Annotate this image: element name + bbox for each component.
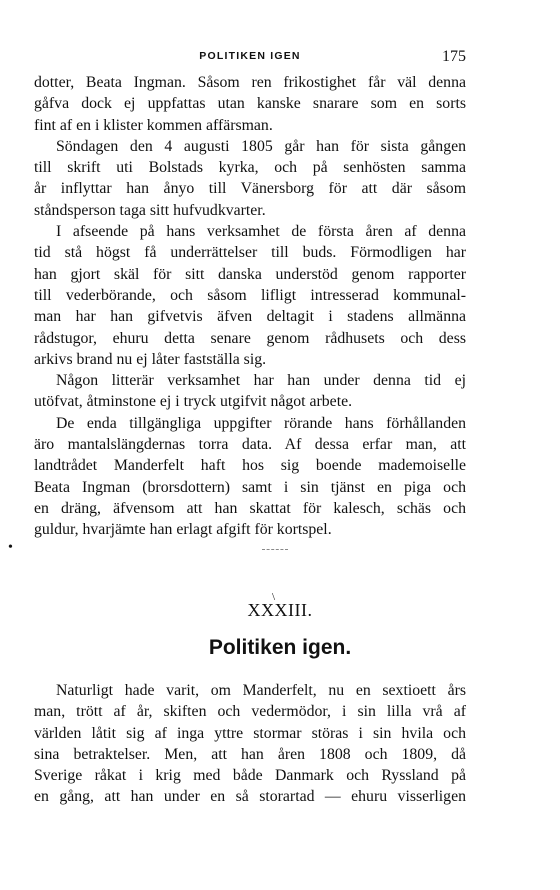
text-line: ståndsperson taga sitt hufvudkvarter. [34, 201, 266, 219]
text-line: tid stå högst få underrättelser till buds. Förmodligen har [34, 244, 466, 262]
text-line: landtrådet Manderfelt haft hos sig boende mademoiselle [34, 457, 466, 475]
text-line: han gjort skäl för sitt danska understöd genom rapporter [34, 265, 466, 283]
body-text-lower [34, 680, 466, 808]
text-line: till vederbörande, och såsom lifligt intresserad kommunal- [34, 286, 466, 304]
text-line: fint af en i klister kommen affärsman. [34, 116, 273, 134]
section-divider [262, 549, 288, 550]
text-line: Beata Ingman (brorsdottern) samt i sin tjänst en piga och [34, 478, 466, 496]
text-line: sina betraktelser. Men, att han åren 1808 och 1809, då [34, 745, 466, 763]
stray-ink-mark: • [8, 540, 13, 555]
text-line: guldur, hvarjämte han erlagt afgift för kortspel. [34, 521, 332, 539]
chapter-number: XXXIII. [247, 600, 313, 620]
text-line: Någon litterär verksamhet har han under denna tid ej [56, 372, 466, 390]
text-line: I afseende på hans verksamhet de första åren af denna [56, 223, 466, 241]
text-line: världen låtit sig af inga yttre stormar störas i sin hvila och [34, 724, 466, 742]
body-text-upper [34, 72, 466, 541]
paragraph [34, 680, 466, 808]
text-line: dotter, Beata Ingman. Såsom ren frikostighet får väl denna [34, 74, 466, 91]
paragraph [34, 370, 466, 413]
text-line: gåfva dock ej uppfattas utan kanske snarare som en sorts [34, 95, 466, 113]
text-line: Naturligt hade varit, om Manderfelt, nu en sextioett års [56, 682, 466, 699]
text-line: rådstugor, ehuru detta senare genom rådhusets och dess [34, 329, 466, 347]
text-line: man har han gifvetvis äfven deltagit i stadens allmänna [34, 308, 466, 326]
paragraph [34, 413, 466, 541]
text-line: år inflyttar han ånyo till Vänersborg för att där såsom [34, 180, 466, 198]
paragraph [34, 136, 466, 221]
text-line: De enda tillgängliga uppgifter rörande hans förhållanden [56, 414, 466, 432]
page-number: 175 [442, 48, 466, 65]
paragraph [34, 72, 466, 136]
chapter-title: Politiken igen. [208, 636, 352, 659]
text-line: äro mantalslängdernas torra data. Af dessa erfar man, att [34, 436, 466, 454]
accent-mark: \ [272, 591, 276, 603]
text-line: utöfvat, åtminstone ej i tryck utgifvit något arbete. [34, 393, 353, 411]
paragraph [34, 221, 466, 370]
text-line: Sverige råkat i krig med både Danmark och Ryssland på [34, 767, 466, 785]
text-line: en dräng, äfvensom att han skattat för kalesch, schäs och [34, 499, 466, 517]
text-line: till skrift uti Bolstads kyrka, och på senhösten samma [34, 159, 466, 177]
text-line: Söndagen den 4 augusti 1805 går han för sista gången [56, 137, 466, 155]
text-line: arkivs brand nu ej låter fastställa sig. [34, 350, 267, 368]
running-title: POLITIKEN IGEN [199, 50, 301, 62]
text-line: en gång, att han under en så storartad — ehuru visserligen [34, 788, 466, 806]
text-line: man, trött af år, skiften och vedermödor, i sin lilla vrå af [34, 703, 466, 721]
running-head [34, 48, 466, 66]
